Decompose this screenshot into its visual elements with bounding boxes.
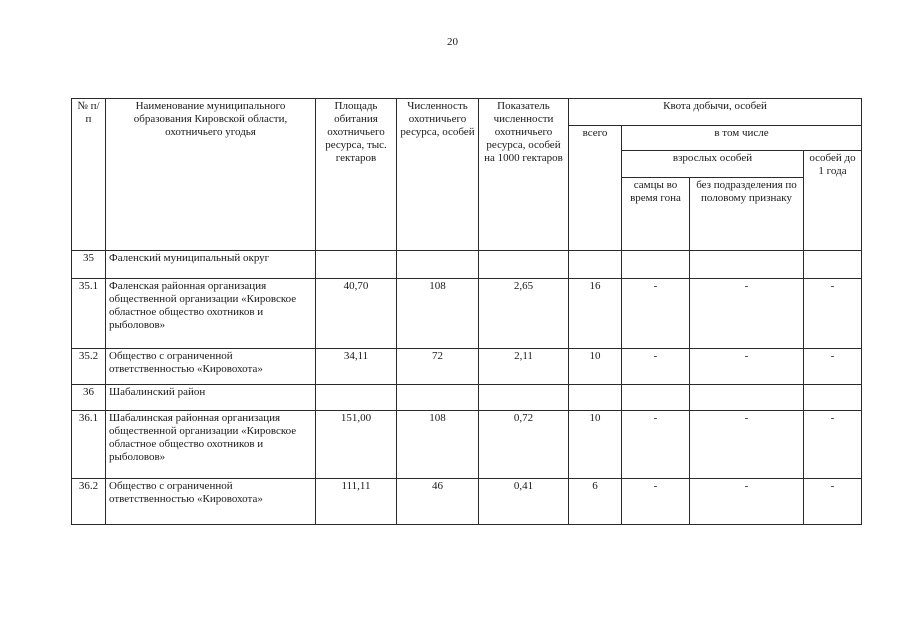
row-nodiv: - [690, 349, 804, 385]
row-num: 36 [72, 385, 106, 411]
row-num: 36.2 [72, 479, 106, 525]
row-population: 46 [397, 479, 479, 525]
row-density: 0,41 [479, 479, 569, 525]
row-young: - [804, 349, 862, 385]
row-young: - [804, 411, 862, 479]
row-area: 34,11 [316, 349, 397, 385]
row-density: 0,72 [479, 411, 569, 479]
table-row [72, 349, 862, 385]
table-row [72, 385, 862, 411]
row-num: 35.2 [72, 349, 106, 385]
row-nodiv [690, 251, 804, 279]
row-total: 16 [569, 279, 622, 349]
row-males: - [622, 279, 690, 349]
header-no-sex-division: без подразделения по половому признаку [690, 178, 804, 251]
row-young: - [804, 479, 862, 525]
header-population: Численность охотничьего ресурса, особей [397, 99, 479, 251]
row-density: 2,65 [479, 279, 569, 349]
row-males [622, 251, 690, 279]
header-total: всего [569, 126, 622, 251]
row-num: 36.1 [72, 411, 106, 479]
row-population [397, 251, 479, 279]
row-name: Общество с ограниченной ответственностью «Кировохота» [106, 349, 316, 385]
row-area [316, 385, 397, 411]
row-num: 35 [72, 251, 106, 279]
row-males: - [622, 479, 690, 525]
row-nodiv: - [690, 479, 804, 525]
header-name: Наименование муниципального образования Кировской области, охотничьего угодья [106, 99, 316, 251]
row-name: Фаленский муниципальный округ [106, 251, 316, 279]
table-row [72, 251, 862, 279]
row-total [569, 385, 622, 411]
row-nodiv: - [690, 411, 804, 479]
table-row [72, 279, 862, 349]
header-density: Показатель численности охотничьего ресурса, особей на 1000 гектаров [479, 99, 569, 251]
row-area: 40,70 [316, 279, 397, 349]
row-males: - [622, 349, 690, 385]
row-area: 151,00 [316, 411, 397, 479]
page-number: 20 [447, 36, 458, 48]
row-population [397, 385, 479, 411]
header-quota: Квота добычи, особей [569, 99, 862, 126]
row-name: Общество с ограниченной ответственностью «Кировохота» [106, 479, 316, 525]
header-under-one: особей до 1 года [804, 151, 862, 251]
row-young [804, 385, 862, 411]
header-males-rut: самцы во время гона [622, 178, 690, 251]
row-density [479, 385, 569, 411]
row-area: 111,11 [316, 479, 397, 525]
row-population: 108 [397, 411, 479, 479]
header-adults: взрослых особей [622, 151, 804, 178]
row-males: - [622, 411, 690, 479]
row-total [569, 251, 622, 279]
row-area [316, 251, 397, 279]
row-nodiv: - [690, 279, 804, 349]
row-total: 6 [569, 479, 622, 525]
row-nodiv [690, 385, 804, 411]
hunting-quota-table [71, 98, 862, 525]
table-row [72, 479, 862, 525]
table-row [72, 411, 862, 479]
row-males [622, 385, 690, 411]
header-including: в том числе [622, 126, 862, 151]
row-name: Шабалинская районная организация общественной организации «Кировское областное общество охотников и рыболовов» [106, 411, 316, 479]
header-num: № п/п [72, 99, 106, 251]
row-population: 72 [397, 349, 479, 385]
row-population: 108 [397, 279, 479, 349]
row-name: Шабалинский район [106, 385, 316, 411]
row-young [804, 251, 862, 279]
row-total: 10 [569, 411, 622, 479]
row-name: Фаленская районная организация общественной организации «Кировское областное общество охотников и рыболовов» [106, 279, 316, 349]
row-young: - [804, 279, 862, 349]
header-area: Площадь обитания охотничьего ресурса, тыс. гектаров [316, 99, 397, 251]
row-density [479, 251, 569, 279]
row-num: 35.1 [72, 279, 106, 349]
row-density: 2,11 [479, 349, 569, 385]
row-total: 10 [569, 349, 622, 385]
